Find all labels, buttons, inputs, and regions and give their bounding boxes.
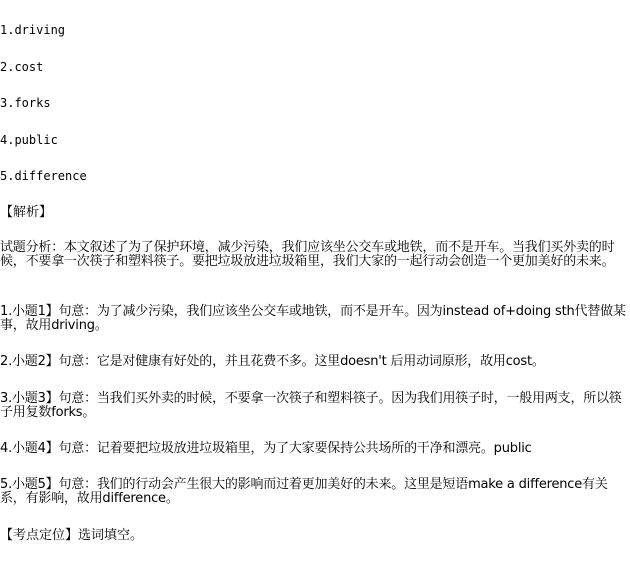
explanation-item-3: 3.小题3】句意：当我们买外卖的时候，不要拿一次筷子和塑料筷子。因为我们用筷子时，一般用两支，所以筷子用复数forks。 xyxy=(0,391,622,420)
answer-line-3: 3.forks xyxy=(0,96,51,110)
explanation-item-5: 5.小题5】句意：我们的行动会产生很大的影响而过着更加美好的未来。这里是短语make a difference有关系，有影响，故用difference。 xyxy=(0,477,608,506)
answer-line-5: 5.difference xyxy=(0,169,87,183)
answer-line-1: 1.driving xyxy=(0,23,66,37)
answer-line-4: 4.public xyxy=(0,133,58,147)
analysis-overview: 试题分析：本文叙述了为了保护环境，减少污染，我们应该坐公交车或地铁，而不是开车。当我们买外卖的时候，不要拿一次筷子和塑料筷子。要把垃圾放进垃圾箱里，我们大家的一起行动会创造一个更加美好的未来。 xyxy=(0,240,615,269)
explanation-item-1: 1.小题1】句意：为了减少污染，我们应该坐公交车或地铁，而不是开车。因为instead of+doing sth代替做某事，故用driving。 xyxy=(0,304,626,333)
kaodian-heading: 【考点定位】选词填空。 xyxy=(0,528,144,543)
explanation-item-4: 4.小题4】句意：记着要把垃圾放进垃圾箱里，为了大家要保持公共场所的干净和漂亮。public xyxy=(0,441,532,456)
explanation-item-2: 2.小题2】句意：它是对健康有好处的，并且花费不多。这里doesn't 后用动词原形，故用cost。 xyxy=(0,354,545,369)
answer-line-2: 2.cost xyxy=(0,60,44,74)
analysis-heading: 【解析】 xyxy=(0,205,53,220)
